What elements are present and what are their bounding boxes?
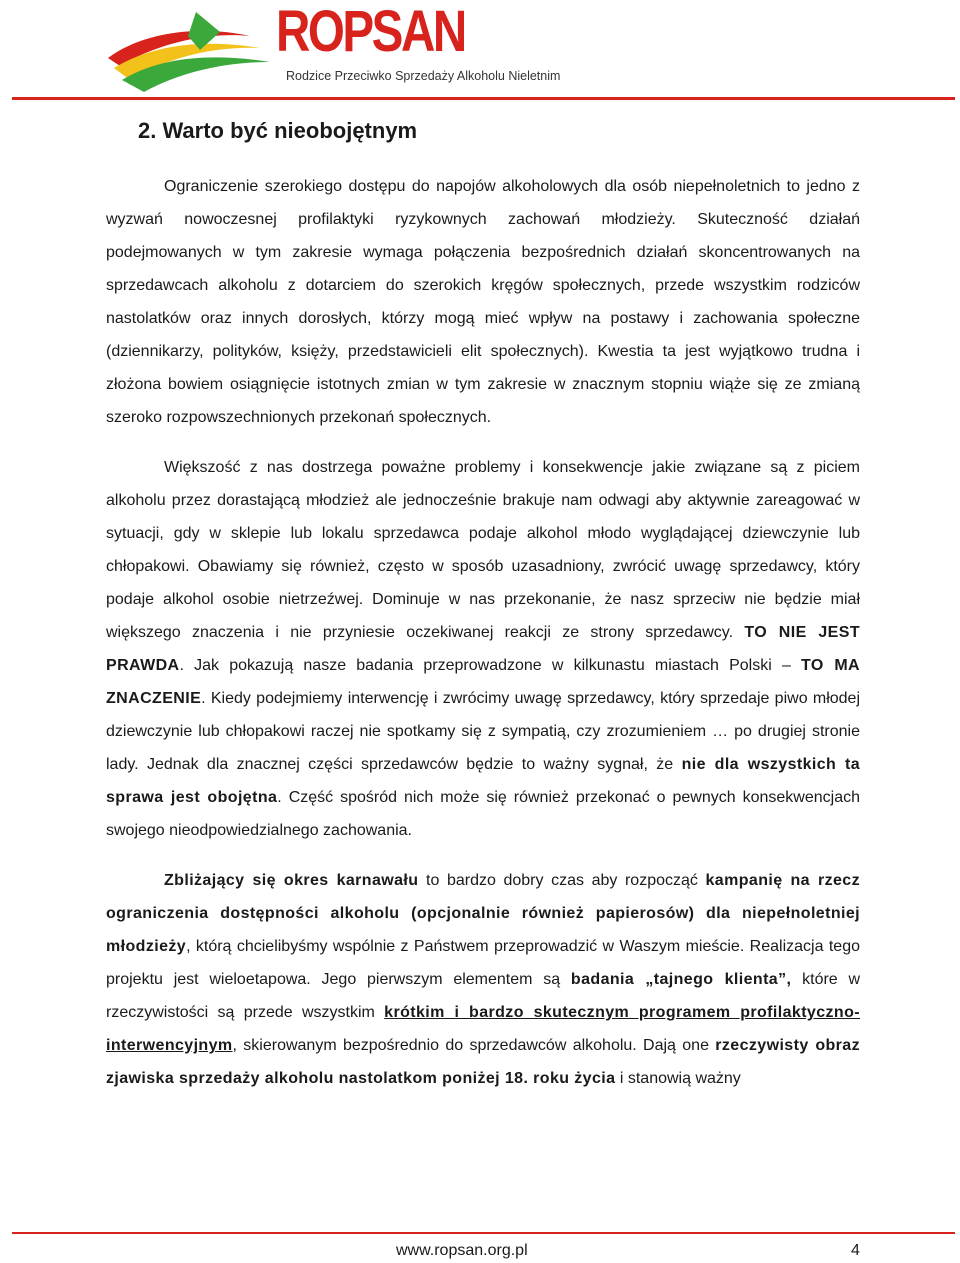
bold-run: badania „tajnego klienta”,: [570, 971, 792, 988]
paragraph-2: [106, 451, 860, 847]
document-body: [106, 170, 860, 1095]
text-run: . Część spośród nich może się również przekonać o pewnych konsekwencjach swojego nieodpowiedzialnego zachowania.: [106, 789, 861, 839]
header-divider: [12, 97, 955, 100]
bold-run: TO NIE JEST PRAWDA: [106, 624, 860, 674]
bold-run: kampanię na rzecz ograniczenia dostępności alkoholu (opcjonalnie również papierosów) dla niepełnoletniej młodzieży: [106, 872, 860, 955]
page-header: [0, 0, 960, 105]
ropsan-logo-icon: [100, 6, 280, 96]
bold-run: rzeczywisty obraz zjawiska sprzedaży alkoholu nastolatkom poniżej 18. roku życia: [106, 1037, 861, 1087]
page-number: 4: [851, 1242, 860, 1259]
text-run: które w rzeczywistości są przede wszystkim: [106, 971, 861, 1021]
bold-run: nie dla wszystkich ta sprawa jest obojętna: [106, 756, 861, 806]
text-run: . Kiedy podejmiemy interwencję i zwrócimy uwagę sprzedawcy, który sprzedaje piwo młodej dziewczynie lub chłopakowi raczej nie spotkamy się z sympatią, czy zrozumieniem … po drugiej stronie lady. Jednak dla znacznej części sprzedawców będzie to ważny sygnał, że: [106, 690, 860, 773]
text-run: Większość z nas dostrzega poważne problemy i konsekwencje jakie związane są z piciem alkoholu przez dorastającą młodzież ale jednocześnie brakuje nam odwagi aby aktywnie zareagować w sytuacji, gdy w sklepie lub lokalu sprzedawca podaje alkohol młodo wyglądającej dziewczynie lub chłopakowi. Obawiamy się również, często w sposób uzasadniony, zwrócić uwagę sprzedawcy, który podaje alkohol osobie nietrzeźwej. Dominuje w nas przekonanie, że nasz sprzeciw nie będzie miał większego znaczenia i nie przyniesie oczekiwanej reakcji ze strony sprzedawcy.: [106, 459, 860, 641]
logo-wordmark: ROPSAN: [276, 0, 465, 64]
header-tagline: Rodzice Przeciwko Sprzedaży Alkoholu Nieletnim: [286, 69, 561, 83]
text-run: , którą chcielibyśmy wspólnie z Państwem przeprowadzić w Waszym mieście. Realizacja tego projektu jest wieloetapowa. Jego pierwszym elementem są: [106, 938, 860, 988]
paragraph-3: [106, 864, 860, 1095]
text-run: to bardzo dobry czas aby rozpocząć: [418, 872, 706, 889]
footer-website-link[interactable]: www.ropsan.org.pl: [396, 1242, 528, 1259]
bold-underlined-run: krótkim i bardzo skutecznym programem profilaktyczno-interwencyjnym: [106, 1004, 860, 1054]
footer-divider: [12, 1232, 955, 1234]
text-run: . Jak pokazują nasze badania przeprowadzone w kilkunastu miastach Polski –: [179, 657, 802, 674]
paragraph-1-text: Ograniczenie szerokiego dostępu do napojów alkoholowych dla osób niepełnoletnich to jedno z wyzwań nowoczesnej profilaktyki ryzykownych zachowań młodzieży. Skuteczność działań podejmowanych w tym zakresie wymaga połączenia bezpośrednich działań skoncentrowanych na sprzedawcach alkoholu z dotarciem do szerokich kręgów społecznych, przede wszystkim rodziców nastolatków oraz innych dorosłych, którzy mogą mieć wpływ na postawy i zachowania społeczne (dziennikarzy, polityków, księży, przedstawicieli elit społecznych). Kwestia ta jest wyjątkowo trudna i złożona bowiem osiągnięcie istotnych zmian w tym zakresie w znacznym stopniu wiąże się ze zmianą szeroko rozpowszechnionych przekonań społecznych.: [106, 178, 860, 426]
section-title: 2. Warto być nieobojętnym: [138, 118, 418, 143]
text-run: , skierowanym bezpośrednio do sprzedawców alkoholu. Dają one: [232, 1037, 716, 1054]
bold-run: TO MA ZNACZENIE: [106, 657, 860, 707]
bold-run: Zbliżający się okres karnawału: [164, 872, 419, 889]
paragraph-1: [106, 170, 860, 434]
text-run: i stanowią ważny: [615, 1070, 741, 1087]
